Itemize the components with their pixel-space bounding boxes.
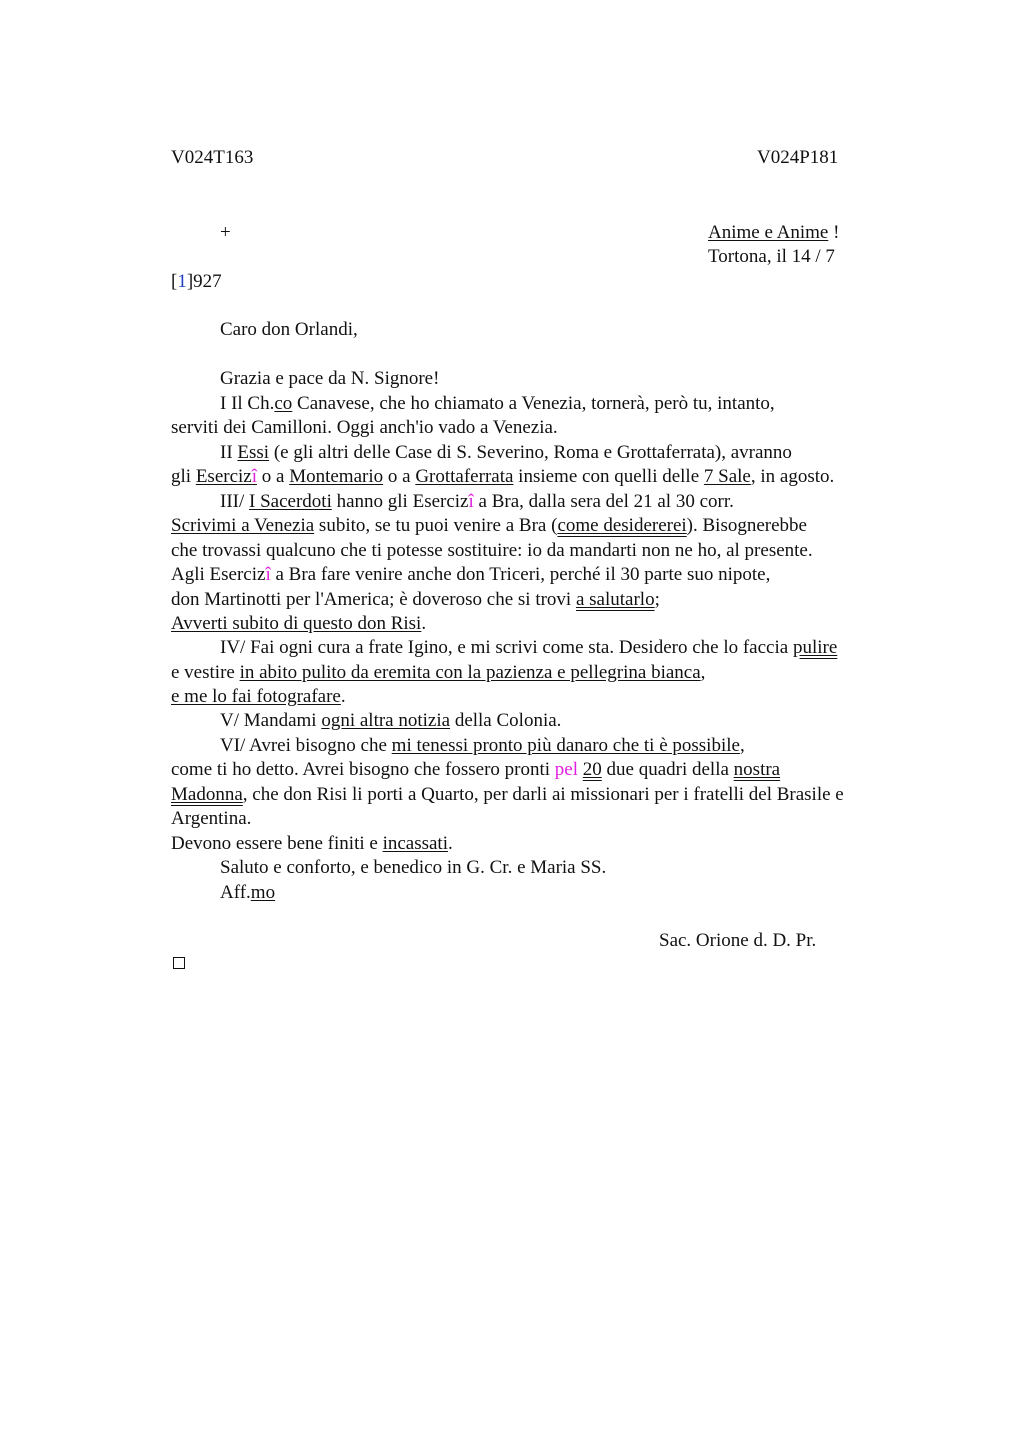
para-1-line-2: serviti dei Camilloni. Oggi anch'io vado a Venezia. xyxy=(171,417,558,438)
motto-text: Anime e Anime xyxy=(708,222,829,243)
para-3-line-4: Agli Esercizî a Bra fare venire anche don Triceri, perché il 30 parte suo nipote, xyxy=(171,564,771,585)
para-3-line-5: don Martinotti per l'America; è doveroso che si trovi a salutarlo; xyxy=(171,589,660,610)
doc-code-right: V024P181 xyxy=(757,147,839,168)
year-rest: ]927 xyxy=(186,271,222,292)
blessing: Saluto e conforto, e benedico in G. Cr. e Maria SS. xyxy=(220,857,607,878)
para-6-line-5: Devono essere bene finiti e incassati. xyxy=(171,833,453,854)
para-2-line-1: II Essi (e gli altri delle Case di S. Severino, Roma e Grottaferrata), avranno xyxy=(220,442,792,463)
signature: Sac. Orione d. D. Pr. xyxy=(659,930,817,951)
para-6-line-2: come ti ho detto. Avrei bisogno che fossero pronti pel 20 due quadri della nostra xyxy=(171,759,781,780)
year-line xyxy=(171,270,222,294)
para-3-line-3: che trovassi qualcuno che ti potesse sostituire: io da mandarti non ne ho, al presente. xyxy=(171,540,813,561)
para-3-line-1: III/ I Sacerdoti hanno gli Esercizî a Bra, dalla sera del 21 al 30 corr. xyxy=(220,491,734,512)
doc-code-left: V024T163 xyxy=(171,147,254,168)
motto-suffix: ! xyxy=(828,222,840,243)
end-box-icon xyxy=(173,957,185,969)
para-3-line-2: Scrivimi a Venezia subito, se tu puoi venire a Bra (come desidererei). Bisognerebbe xyxy=(171,515,807,536)
para-6-line-3: Madonna, che don Risi li porti a Quarto, per darli ai missionari per i fratelli del Brasile e xyxy=(171,784,844,805)
para-6-line-1: VI/ Avrei bisogno che mi tenessi pronto più danaro che ti è possibile, xyxy=(220,735,745,756)
para-4-line-1: IV/ Fai ogni cura a frate Igino, e mi scrivi come sta. Desidero che lo faccia pulire xyxy=(220,637,838,658)
motto xyxy=(708,221,839,245)
greeting: Grazia e pace da N. Signore! xyxy=(220,368,440,389)
para-1-line-1: I Il Ch.co Canavese, che ho chiamato a Venezia, tornerà, però tu, intanto, xyxy=(220,393,775,414)
para-5-line-1: V/ Mandami ogni altra notizia della Colonia. xyxy=(220,710,562,731)
salutation: Caro don Orlandi, xyxy=(220,319,358,340)
place-date: Tortona, il 14 / 7 xyxy=(708,246,835,267)
affectionate-closing: Aff.mo xyxy=(220,882,276,903)
para-6-line-4: Argentina. xyxy=(171,808,252,829)
para-4-line-3: e me lo fai fotografare. xyxy=(171,686,346,707)
year-editorial-digit: 1 xyxy=(177,271,187,292)
year-bracket-open: [ xyxy=(171,271,178,292)
cross-mark: + xyxy=(220,222,231,243)
para-3-line-6: Avverti subito di questo don Risi. xyxy=(171,613,427,634)
para-2-line-2: gli Esercizî o a Montemario o a Grottaferrata insieme con quelli delle 7 Sale, in agosto. xyxy=(171,466,835,487)
para-4-line-2: e vestire in abito pulito da eremita con la pazienza e pellegrina bianca, xyxy=(171,662,706,683)
